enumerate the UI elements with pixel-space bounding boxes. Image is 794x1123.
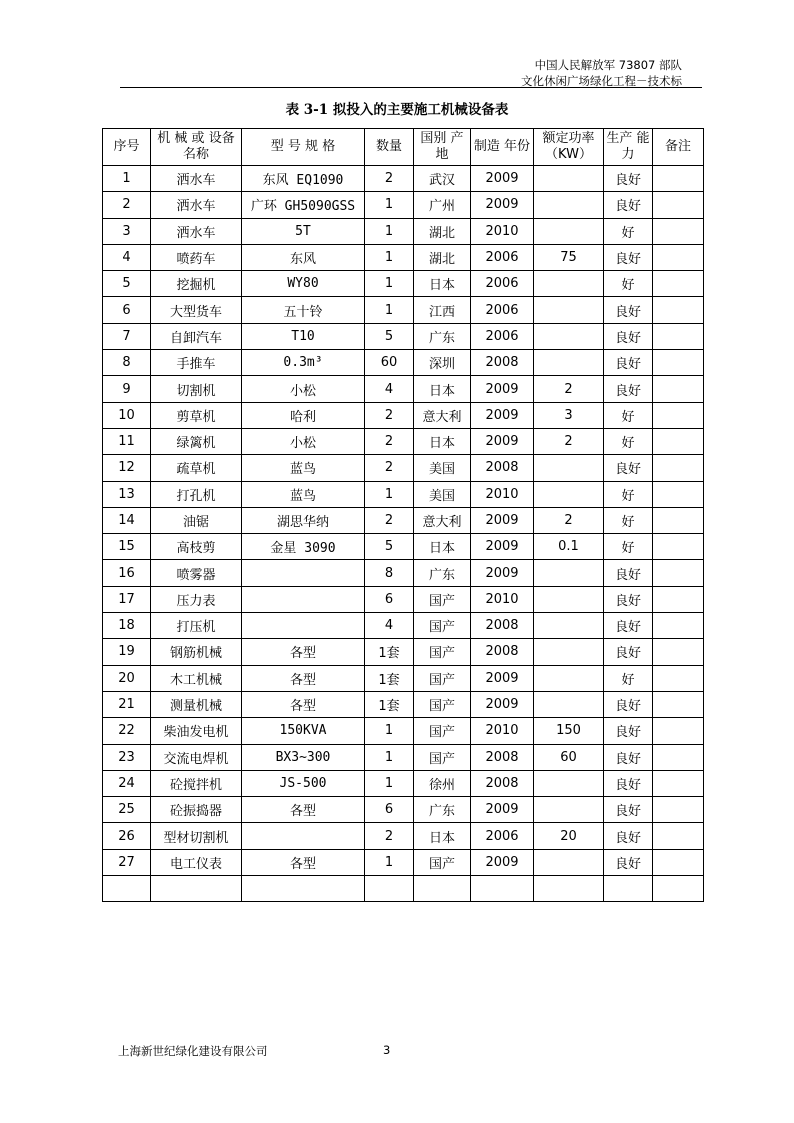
cell-year: 2009	[471, 402, 534, 428]
cell-capacity: 好	[604, 665, 653, 691]
cell-year: 2009	[471, 166, 534, 192]
cell-remarks	[653, 639, 704, 665]
cell-capacity: 良好	[604, 297, 653, 323]
cell-model: 哈利	[242, 402, 365, 428]
header-project: 文化休闲广场绿化工程－技术标	[521, 74, 682, 88]
equipment-table	[102, 128, 704, 902]
cell-origin: 武汉	[414, 166, 471, 192]
cell-qty: 1	[365, 297, 414, 323]
table-row	[103, 218, 704, 244]
cell-name: 喷药车	[151, 244, 242, 270]
cell-qty: 1	[365, 770, 414, 796]
cell-origin: 日本	[414, 271, 471, 297]
cell-name: 砼搅拌机	[151, 770, 242, 796]
cell-year: 2009	[471, 691, 534, 717]
cell-model: 东风	[242, 244, 365, 270]
cell-qty: 2	[365, 507, 414, 533]
cell-model: JS-500	[242, 770, 365, 796]
cell-remarks	[653, 849, 704, 875]
cell-year: 2008	[471, 350, 534, 376]
cell-capacity: 好	[604, 481, 653, 507]
cell-power: 150	[534, 718, 604, 744]
cell-remarks	[653, 534, 704, 560]
cell-power	[534, 770, 604, 796]
cell-year: 2010	[471, 586, 534, 612]
cell-remarks	[653, 507, 704, 533]
cell-seq: 17	[103, 586, 151, 612]
cell-qty: 1	[365, 244, 414, 270]
cell-seq: 4	[103, 244, 151, 270]
cell-origin: 日本	[414, 534, 471, 560]
cell-power: 2	[534, 507, 604, 533]
cell-origin: 徐州	[414, 770, 471, 796]
cell-year: 2008	[471, 455, 534, 481]
cell-origin: 深圳	[414, 350, 471, 376]
cell-power	[534, 876, 604, 902]
cell-name: 自卸汽车	[151, 323, 242, 349]
header-unit: 中国人民解放军 73807 部队	[534, 58, 682, 72]
table-row	[103, 770, 704, 796]
cell-power	[534, 271, 604, 297]
table-row	[103, 350, 704, 376]
column-header-name: 机 械 或 设备名称	[151, 129, 242, 166]
cell-seq: 2	[103, 192, 151, 218]
cell-power	[534, 797, 604, 823]
cell-name: 大型货车	[151, 297, 242, 323]
cell-seq: 8	[103, 350, 151, 376]
cell-remarks	[653, 876, 704, 902]
table-row	[103, 797, 704, 823]
cell-power	[534, 297, 604, 323]
cell-year: 2008	[471, 613, 534, 639]
table-header-row	[103, 129, 704, 166]
cell-model: 0.3m³	[242, 350, 365, 376]
column-header-seq: 序号	[103, 129, 151, 166]
cell-remarks	[653, 350, 704, 376]
cell-year: 2009	[471, 849, 534, 875]
cell-origin: 国产	[414, 718, 471, 744]
footer-company: 上海新世纪绿化建设有限公司	[118, 1044, 268, 1058]
cell-name: 压力表	[151, 586, 242, 612]
cell-capacity: 良好	[604, 586, 653, 612]
table-row	[103, 297, 704, 323]
cell-remarks	[653, 402, 704, 428]
cell-remarks	[653, 718, 704, 744]
table-body	[103, 166, 704, 902]
cell-year: 2009	[471, 507, 534, 533]
cell-name: 钢筋机械	[151, 639, 242, 665]
table-row	[103, 376, 704, 402]
cell-seq: 1	[103, 166, 151, 192]
column-header-model: 型 号 规 格	[242, 129, 365, 166]
cell-origin: 广东	[414, 323, 471, 349]
cell-model: 各型	[242, 639, 365, 665]
cell-year: 2009	[471, 428, 534, 454]
cell-seq	[103, 876, 151, 902]
cell-qty: 5	[365, 534, 414, 560]
page-header	[521, 57, 682, 89]
cell-capacity: 良好	[604, 244, 653, 270]
cell-model: 广环 GH5090GSS	[242, 192, 365, 218]
cell-seq: 26	[103, 823, 151, 849]
cell-year: 2006	[471, 823, 534, 849]
cell-capacity: 良好	[604, 823, 653, 849]
cell-power: 2	[534, 428, 604, 454]
cell-model: WY80	[242, 271, 365, 297]
table-row	[103, 455, 704, 481]
cell-qty: 4	[365, 613, 414, 639]
cell-seq: 15	[103, 534, 151, 560]
cell-power: 2	[534, 376, 604, 402]
cell-remarks	[653, 481, 704, 507]
cell-seq: 23	[103, 744, 151, 770]
cell-capacity: 良好	[604, 376, 653, 402]
cell-year: 2006	[471, 244, 534, 270]
cell-power: 75	[534, 244, 604, 270]
cell-power: 3	[534, 402, 604, 428]
cell-capacity: 良好	[604, 323, 653, 349]
cell-model: 东风 EQ1090	[242, 166, 365, 192]
cell-name: 打压机	[151, 613, 242, 639]
cell-origin: 国产	[414, 744, 471, 770]
cell-power	[534, 192, 604, 218]
cell-origin: 意大利	[414, 402, 471, 428]
cell-remarks	[653, 797, 704, 823]
cell-model: 各型	[242, 849, 365, 875]
cell-qty: 5	[365, 323, 414, 349]
cell-capacity: 良好	[604, 849, 653, 875]
cell-name: 喷雾器	[151, 560, 242, 586]
cell-remarks	[653, 770, 704, 796]
cell-year: 2006	[471, 297, 534, 323]
cell-power: 20	[534, 823, 604, 849]
cell-capacity: 好	[604, 402, 653, 428]
cell-origin: 日本	[414, 376, 471, 402]
cell-year: 2006	[471, 323, 534, 349]
table-row	[103, 849, 704, 875]
cell-origin: 日本	[414, 428, 471, 454]
cell-qty: 8	[365, 560, 414, 586]
cell-name: 木工机械	[151, 665, 242, 691]
cell-qty: 1套	[365, 691, 414, 717]
cell-remarks	[653, 218, 704, 244]
cell-qty: 1	[365, 481, 414, 507]
cell-power	[534, 166, 604, 192]
column-header-remarks: 备注	[653, 129, 704, 166]
cell-power: 60	[534, 744, 604, 770]
cell-name: 切割机	[151, 376, 242, 402]
header-divider	[120, 87, 702, 88]
table-row	[103, 323, 704, 349]
cell-name: 绿篱机	[151, 428, 242, 454]
cell-model	[242, 876, 365, 902]
cell-name: 测量机械	[151, 691, 242, 717]
cell-year	[471, 876, 534, 902]
cell-seq: 14	[103, 507, 151, 533]
cell-capacity: 良好	[604, 166, 653, 192]
cell-model: 湖思华纳	[242, 507, 365, 533]
cell-qty: 1	[365, 271, 414, 297]
cell-name: 手推车	[151, 350, 242, 376]
cell-origin: 国产	[414, 639, 471, 665]
cell-model: 蓝鸟	[242, 455, 365, 481]
cell-power	[534, 350, 604, 376]
cell-year: 2008	[471, 770, 534, 796]
cell-name: 洒水车	[151, 218, 242, 244]
cell-year: 2010	[471, 218, 534, 244]
cell-origin: 广州	[414, 192, 471, 218]
cell-seq: 19	[103, 639, 151, 665]
cell-year: 2010	[471, 718, 534, 744]
cell-year: 2009	[471, 665, 534, 691]
cell-remarks	[653, 428, 704, 454]
cell-capacity: 良好	[604, 613, 653, 639]
cell-name: 交流电焊机	[151, 744, 242, 770]
cell-seq: 6	[103, 297, 151, 323]
cell-origin: 国产	[414, 849, 471, 875]
cell-capacity: 良好	[604, 770, 653, 796]
table-row	[103, 560, 704, 586]
column-header-origin: 国别 产地	[414, 129, 471, 166]
cell-name: 疏草机	[151, 455, 242, 481]
cell-model: 小松	[242, 428, 365, 454]
column-header-power: 额定功率 （KW）	[534, 129, 604, 166]
cell-remarks	[653, 323, 704, 349]
table-row	[103, 876, 704, 902]
cell-qty: 1	[365, 718, 414, 744]
cell-capacity: 良好	[604, 639, 653, 665]
cell-remarks	[653, 192, 704, 218]
cell-year: 2009	[471, 797, 534, 823]
table-row	[103, 823, 704, 849]
table-row	[103, 271, 704, 297]
cell-capacity: 良好	[604, 718, 653, 744]
cell-capacity: 良好	[604, 192, 653, 218]
cell-name: 柴油发电机	[151, 718, 242, 744]
cell-seq: 16	[103, 560, 151, 586]
cell-year: 2009	[471, 376, 534, 402]
cell-power	[534, 691, 604, 717]
cell-remarks	[653, 271, 704, 297]
cell-qty: 2	[365, 402, 414, 428]
cell-power: 0.1	[534, 534, 604, 560]
cell-name	[151, 876, 242, 902]
cell-qty: 6	[365, 586, 414, 612]
cell-qty	[365, 876, 414, 902]
table-row	[103, 744, 704, 770]
cell-origin: 广东	[414, 560, 471, 586]
table-row	[103, 586, 704, 612]
cell-year: 2009	[471, 560, 534, 586]
cell-origin: 国产	[414, 586, 471, 612]
table-row	[103, 665, 704, 691]
cell-seq: 10	[103, 402, 151, 428]
cell-origin: 国产	[414, 665, 471, 691]
cell-model: 小松	[242, 376, 365, 402]
table-row	[103, 639, 704, 665]
cell-remarks	[653, 691, 704, 717]
cell-origin: 广东	[414, 797, 471, 823]
cell-capacity: 良好	[604, 455, 653, 481]
cell-name: 挖掘机	[151, 271, 242, 297]
page-number: 3	[383, 1043, 391, 1057]
column-header-capacity: 生产 能力	[604, 129, 653, 166]
cell-remarks	[653, 297, 704, 323]
cell-model: 各型	[242, 665, 365, 691]
cell-name: 高枝剪	[151, 534, 242, 560]
cell-power	[534, 323, 604, 349]
column-header-qty: 数量	[365, 129, 414, 166]
cell-origin: 国产	[414, 613, 471, 639]
cell-remarks	[653, 455, 704, 481]
cell-qty: 2	[365, 428, 414, 454]
cell-qty: 1	[365, 849, 414, 875]
cell-seq: 20	[103, 665, 151, 691]
cell-capacity: 良好	[604, 744, 653, 770]
cell-seq: 13	[103, 481, 151, 507]
cell-seq: 3	[103, 218, 151, 244]
table-row	[103, 481, 704, 507]
cell-qty: 1套	[365, 665, 414, 691]
table-title: 表 3-1 拟投入的主要施工机械设备表	[285, 102, 509, 118]
cell-model: 五十铃	[242, 297, 365, 323]
table-row	[103, 166, 704, 192]
cell-seq: 24	[103, 770, 151, 796]
cell-model: T10	[242, 323, 365, 349]
cell-model: 金星 3090	[242, 534, 365, 560]
cell-capacity: 好	[604, 534, 653, 560]
cell-capacity	[604, 876, 653, 902]
cell-power	[534, 665, 604, 691]
cell-model: 各型	[242, 691, 365, 717]
cell-power	[534, 481, 604, 507]
cell-capacity: 好	[604, 428, 653, 454]
cell-origin: 日本	[414, 823, 471, 849]
cell-year: 2006	[471, 271, 534, 297]
cell-power	[534, 586, 604, 612]
cell-year: 2008	[471, 744, 534, 770]
column-header-year: 制造 年份	[471, 129, 534, 166]
cell-qty: 2	[365, 166, 414, 192]
cell-capacity: 良好	[604, 560, 653, 586]
cell-name: 型材切割机	[151, 823, 242, 849]
cell-model	[242, 586, 365, 612]
cell-year: 2010	[471, 481, 534, 507]
cell-origin	[414, 876, 471, 902]
cell-origin: 江西	[414, 297, 471, 323]
cell-qty: 1套	[365, 639, 414, 665]
cell-seq: 5	[103, 271, 151, 297]
cell-year: 2009	[471, 534, 534, 560]
cell-power	[534, 455, 604, 481]
cell-capacity: 好	[604, 271, 653, 297]
cell-qty: 6	[365, 797, 414, 823]
cell-remarks	[653, 744, 704, 770]
cell-name: 洒水车	[151, 192, 242, 218]
cell-model: 各型	[242, 797, 365, 823]
cell-origin: 美国	[414, 455, 471, 481]
cell-origin: 美国	[414, 481, 471, 507]
cell-capacity: 好	[604, 507, 653, 533]
cell-model: 5T	[242, 218, 365, 244]
table-row	[103, 691, 704, 717]
table-row	[103, 192, 704, 218]
cell-seq: 9	[103, 376, 151, 402]
table-row	[103, 244, 704, 270]
cell-qty: 4	[365, 376, 414, 402]
cell-remarks	[653, 560, 704, 586]
cell-qty: 1	[365, 218, 414, 244]
cell-capacity: 好	[604, 218, 653, 244]
cell-name: 洒水车	[151, 166, 242, 192]
cell-name: 电工仪表	[151, 849, 242, 875]
cell-power	[534, 849, 604, 875]
cell-name: 砼振捣器	[151, 797, 242, 823]
cell-year: 2008	[471, 639, 534, 665]
cell-qty: 1	[365, 192, 414, 218]
cell-origin: 意大利	[414, 507, 471, 533]
cell-seq: 21	[103, 691, 151, 717]
cell-origin: 湖北	[414, 218, 471, 244]
cell-name: 打孔机	[151, 481, 242, 507]
cell-remarks	[653, 613, 704, 639]
cell-qty: 60	[365, 350, 414, 376]
table-row	[103, 402, 704, 428]
cell-name: 油锯	[151, 507, 242, 533]
cell-remarks	[653, 166, 704, 192]
cell-power	[534, 560, 604, 586]
cell-remarks	[653, 823, 704, 849]
cell-seq: 7	[103, 323, 151, 349]
cell-power	[534, 218, 604, 244]
table-row	[103, 428, 704, 454]
cell-model	[242, 613, 365, 639]
cell-origin: 国产	[414, 691, 471, 717]
cell-model: 150KVA	[242, 718, 365, 744]
cell-seq: 22	[103, 718, 151, 744]
cell-remarks	[653, 665, 704, 691]
cell-seq: 27	[103, 849, 151, 875]
table-row	[103, 507, 704, 533]
cell-seq: 11	[103, 428, 151, 454]
cell-power	[534, 639, 604, 665]
cell-capacity: 良好	[604, 350, 653, 376]
cell-power	[534, 613, 604, 639]
cell-seq: 18	[103, 613, 151, 639]
cell-qty: 2	[365, 455, 414, 481]
cell-qty: 1	[365, 744, 414, 770]
cell-origin: 湖北	[414, 244, 471, 270]
cell-capacity: 良好	[604, 691, 653, 717]
cell-model: 蓝鸟	[242, 481, 365, 507]
cell-remarks	[653, 244, 704, 270]
cell-seq: 25	[103, 797, 151, 823]
cell-remarks	[653, 586, 704, 612]
cell-model	[242, 823, 365, 849]
table-row	[103, 613, 704, 639]
table-row	[103, 718, 704, 744]
cell-name: 剪草机	[151, 402, 242, 428]
cell-model: BX3~300	[242, 744, 365, 770]
table-row	[103, 534, 704, 560]
cell-remarks	[653, 376, 704, 402]
cell-qty: 2	[365, 823, 414, 849]
cell-seq: 12	[103, 455, 151, 481]
cell-model	[242, 560, 365, 586]
cell-capacity: 良好	[604, 797, 653, 823]
cell-year: 2009	[471, 192, 534, 218]
